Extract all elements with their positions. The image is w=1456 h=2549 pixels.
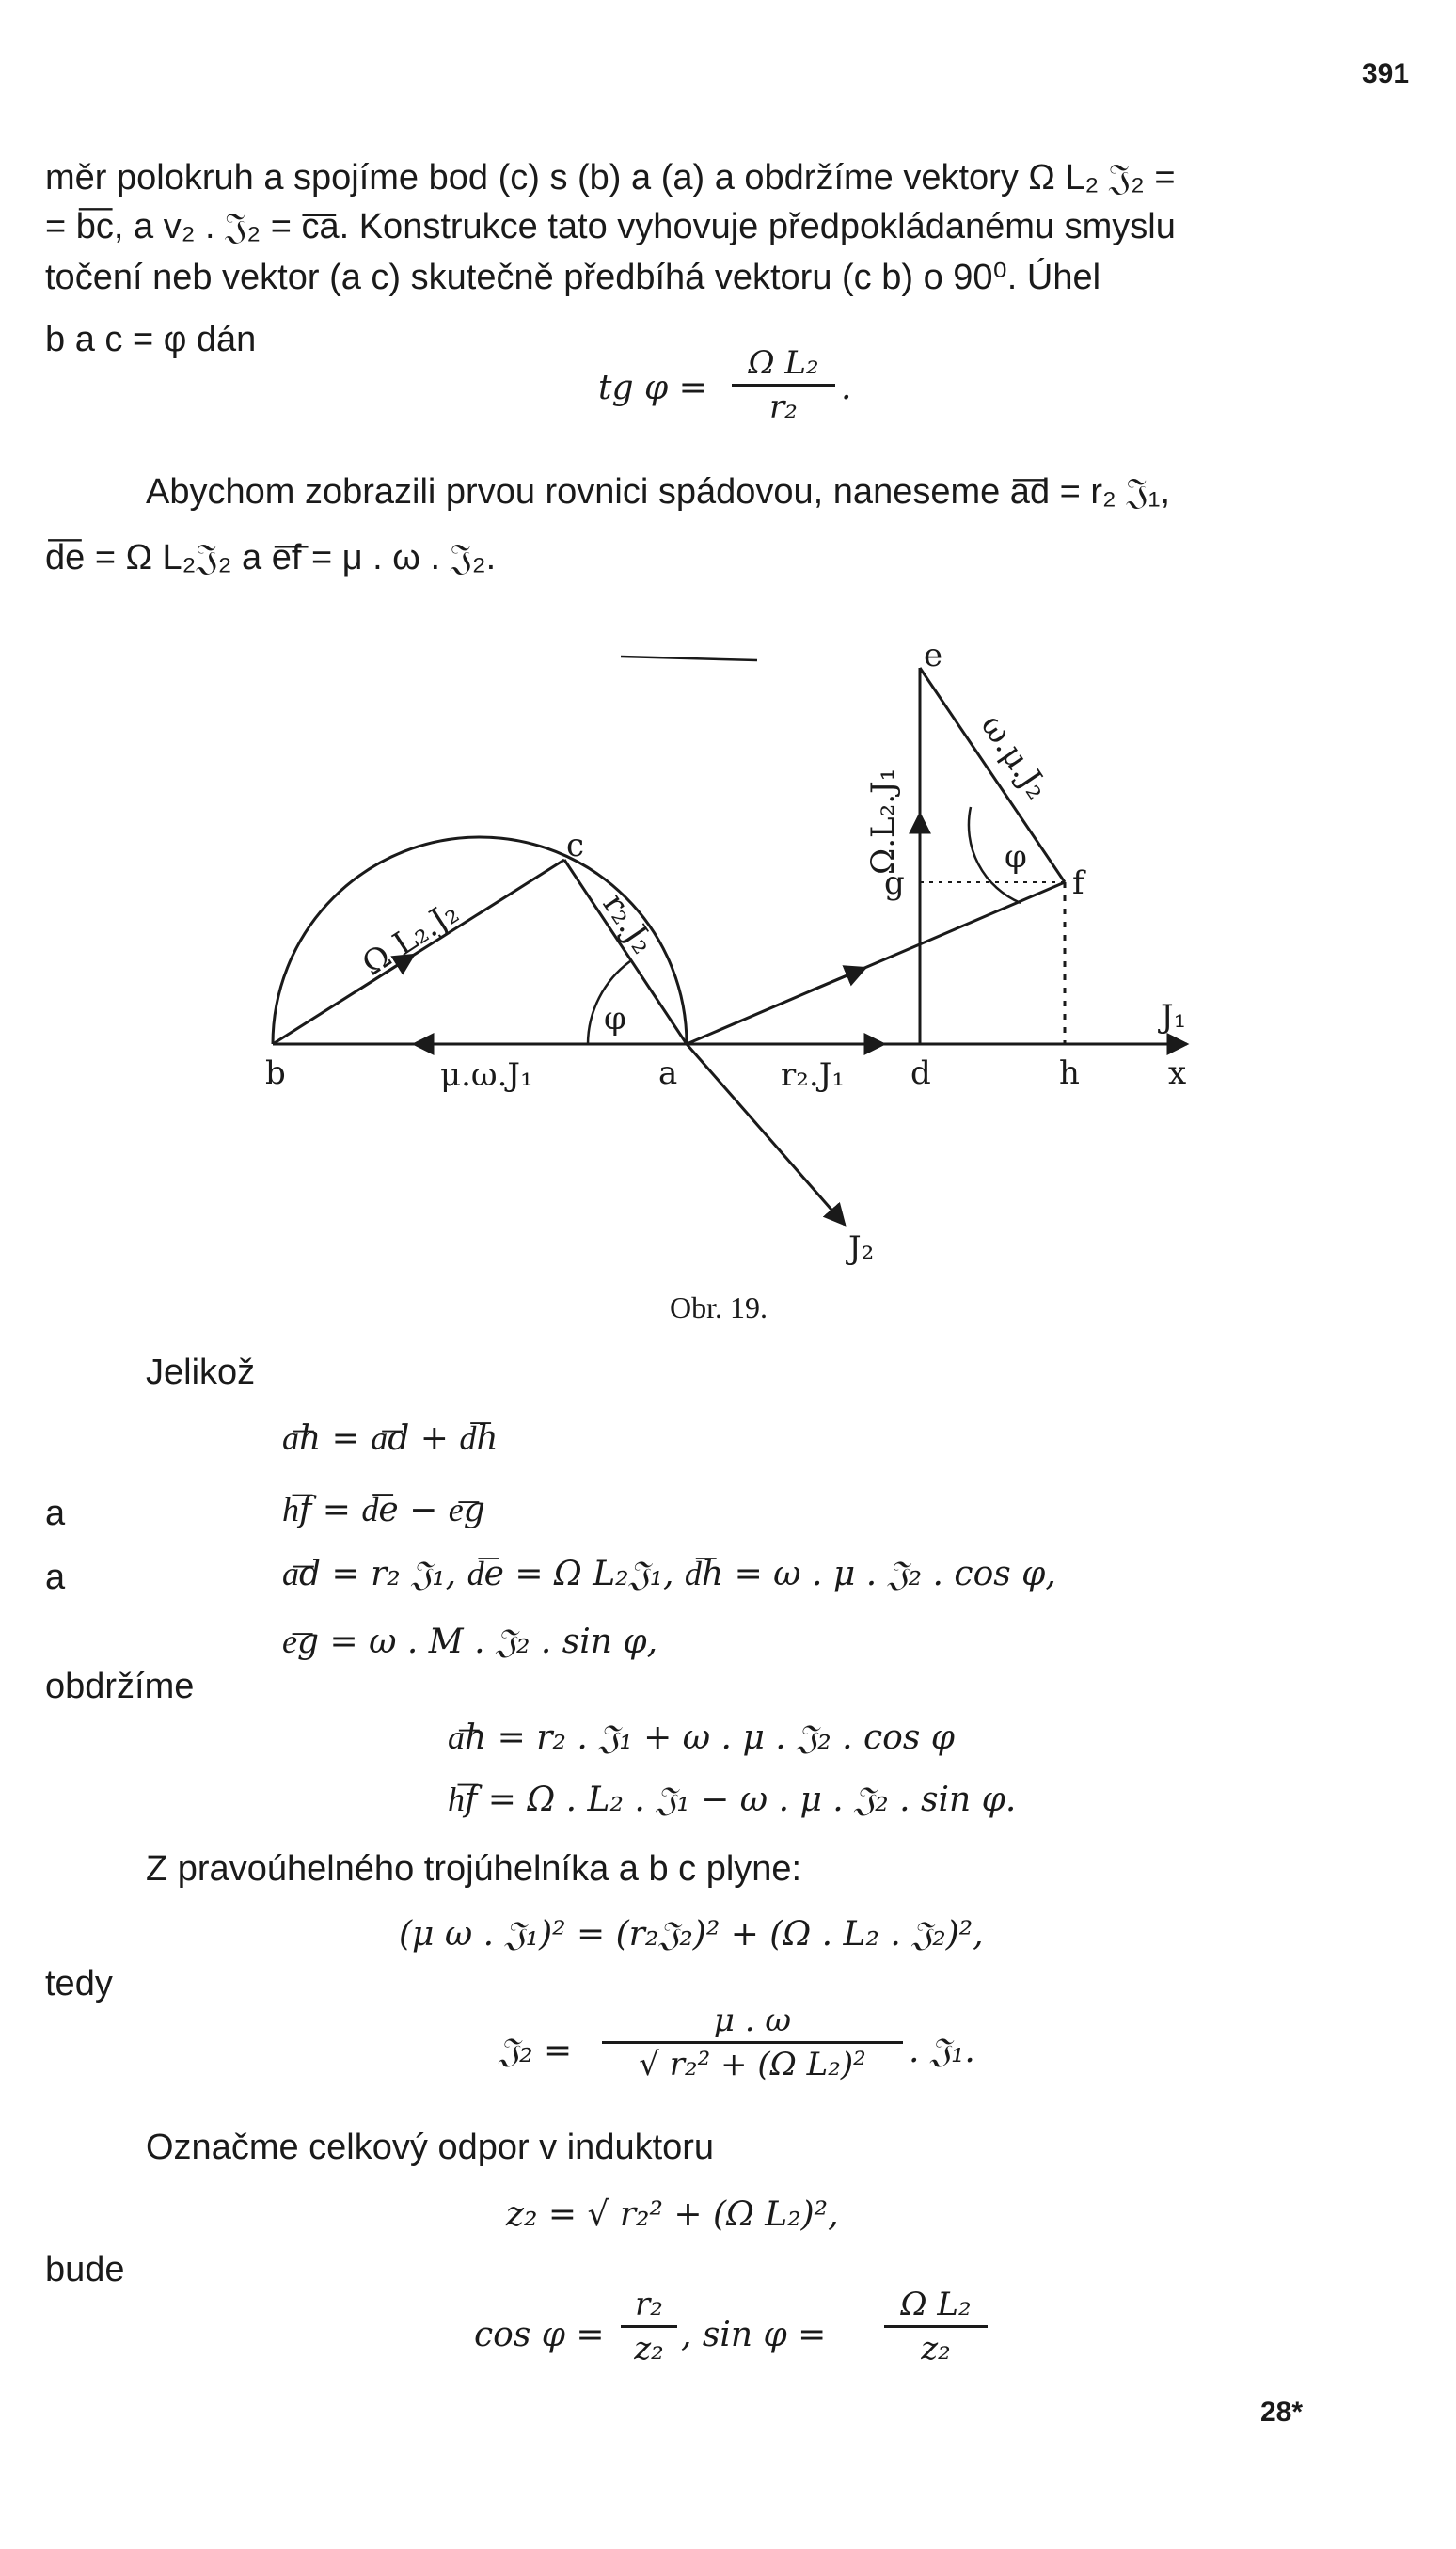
label-mu-omega-j1: μ.ω.J₁ [440,1056,533,1094]
intro-line-1: měr polokruh a spojíme bod (c) s (b) a (a) a obdržíme vektory Ω L₂ 𝔍₂ = [45,158,1176,198]
word-obdrzime: obdržíme [45,1667,195,1706]
vector-af [687,882,1065,1044]
label-h: h [1059,1054,1080,1092]
eq-ah: a͞h = a͞d + d͞h [282,1419,499,1458]
sin-lhs: , sin φ = [681,2316,827,2354]
tg-fraction [732,344,835,426]
label-r2-j1: r₂.J₁ [781,1056,845,1094]
label-g: g [884,864,905,902]
label-phi-right: φ [1005,838,1027,876]
eq-hf-result: h͞f = Ω . L₂ . 𝔍₁ − ω . μ . 𝔍₂ . sin φ. [448,1781,1017,1819]
vector-diagram [0,621,1456,1298]
j2-denominator: √ r₂² + (Ω L₂)² [639,2046,866,2083]
cos-denominator: z₂ [634,2330,664,2367]
label-omega-l2-j2: Ω.L₂.J₂ [356,894,466,984]
label-f: f [1072,864,1084,902]
j2-lhs: 𝔍₂ = [499,2032,573,2070]
eq-hf: h͞f = d͞e − e͞g [282,1491,485,1529]
word-jelikoz: Jelikož [146,1353,256,1392]
para2-line-1: Abychom zobrazili prvou rovnici spádovou, naneseme a͞d = r₂ 𝔍₁, [146,472,1171,512]
footer-signature: 28* [1260,2397,1304,2428]
tg-end: . [841,369,852,407]
tg-denominator: r₂ [769,388,798,426]
triangle-eq: (μ ω . 𝔍₁)² = (r₂𝔍₂)² + (Ω . L₂ . 𝔍₂)², [399,1915,984,1954]
label-x: x [1168,1054,1187,1092]
sin-fraction [884,2286,988,2367]
label-omega-l2-j1: Ω.L₂.J₁ [864,768,902,875]
word-bude: bude [45,2250,125,2289]
label-r2-j2: r₂.J₂ [594,886,662,961]
figure-caption: Obr. 19. [670,1290,768,1324]
word-a-2: a [45,1558,66,1597]
cos-numerator: r₂ [635,2286,663,2323]
label-omega-mu-j2: ω.μ.J₂ [973,707,1056,806]
eq-eg: e͞g = ω . M . 𝔍₂ . sin φ, [282,1623,658,1661]
vector-af-arrow [809,968,865,991]
j2-rhs: . 𝔍₁. [909,2032,975,2070]
cos-fraction [621,2286,677,2367]
label-e: e [924,637,943,674]
label-a: a [658,1054,678,1092]
label-phi-left: φ [604,1000,626,1037]
word-tedy: tedy [45,1964,113,2003]
label-j2: J₂ [848,1229,875,1267]
triangle-text: Z pravoúhelného trojúhelníka a b c plyne: [146,1849,802,1889]
para2-line-2: d͞e = Ω L₂𝔍₂ a e͞f = μ . ω . 𝔍₂. [45,538,497,578]
label-d: d [910,1054,931,1092]
sin-numerator: Ω L₂ [900,2286,972,2323]
tg-lhs: tg φ = [598,369,707,407]
stray-mark [621,657,757,660]
intro-line-3: točení neb vektor (a c) skutečně předbíhá vektoru (c b) o 90⁰. Úhel [45,258,1101,297]
word-a-1: a [45,1494,66,1533]
label-b: b [265,1054,286,1092]
intro-line-2: = b͞c, a v₂ . 𝔍₂ = c͞a. Konstrukce tato vyhovuje předpokládanému smyslu [45,207,1176,246]
resistance-text: Označme celkový odpor v induktoru [146,2128,715,2167]
eq-ah-result: a͞h = r₂ . 𝔍₁ + ω . μ . 𝔍₂ . cos φ [448,1718,955,1757]
label-j1-axis: J₁ [1161,998,1187,1036]
page-number: 391 [1362,58,1410,89]
j2-numerator: μ . ω [713,2002,792,2039]
sin-denominator: z₂ [921,2330,951,2367]
j2-fraction [602,2002,903,2083]
eq-ad-de-dh: a͞d = r₂ 𝔍₁, d͞e = Ω L₂𝔍₁, d͞h = ω . μ . 𝔍₂ . cos φ, [282,1555,1056,1593]
z2-eq: z₂ = √ r₂² + (Ω L₂)², [506,2195,839,2234]
label-c: c [566,827,585,864]
cos-lhs: cos φ = [474,2316,605,2354]
tg-numerator: Ω L₂ [748,344,819,382]
intro-line-4: b a c = φ dán [45,320,257,359]
